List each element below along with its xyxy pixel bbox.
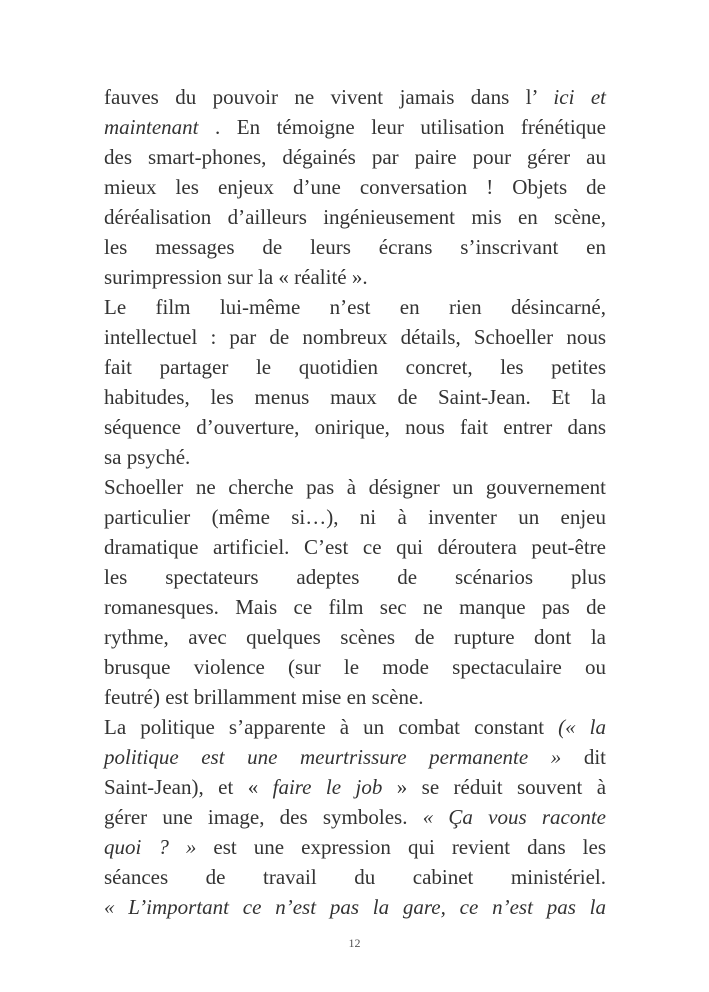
text-run: rythme, avec quelques scènes de rupture dont la <box>104 625 606 649</box>
text-run: surimpression sur la « réalité ». <box>104 265 368 289</box>
text-run: feutré) est brillamment mise en scène. <box>104 685 424 709</box>
text-line <box>104 442 606 472</box>
text-run: intellectuel : par de nombreux détails, Schoeller nous <box>104 325 606 349</box>
text-line <box>104 472 606 502</box>
text-run: Le film lui-même n’est en rien désincarné, <box>104 295 606 319</box>
text-run: » se réduit souvent à <box>382 775 607 799</box>
text-line <box>104 652 606 682</box>
text-run: gérer une image, des symboles. <box>104 805 423 829</box>
text-line <box>104 592 606 622</box>
text-run: séances de travail du cabinet ministériel. <box>104 865 606 889</box>
text-line <box>104 82 606 112</box>
text-line <box>104 562 606 592</box>
text-run: . En témoigne leur utilisation frénétique <box>198 115 606 139</box>
italic-text: « Ça vous raconte <box>422 805 606 829</box>
text-run: déréalisation d’ailleurs ingénieusement mis en scène, <box>104 205 606 229</box>
text-line <box>104 712 606 742</box>
text-line <box>104 232 606 262</box>
text-line <box>104 802 606 832</box>
text-run: Saint-Jean), et « <box>104 775 273 799</box>
text-line <box>104 772 606 802</box>
italic-text: politique est une meurtrissure permanente » <box>104 745 562 769</box>
text-line <box>104 412 606 442</box>
text-run: les spectateurs adeptes de scénarios plus <box>104 565 606 589</box>
italic-text: maintenant <box>104 115 199 139</box>
document-body <box>104 82 606 922</box>
italic-text: quoi ? » <box>104 835 197 859</box>
text-line <box>104 742 606 772</box>
text-run: romanesques. Mais ce film sec ne manque pas de <box>104 595 606 619</box>
text-line <box>104 502 606 532</box>
text-line <box>104 172 606 202</box>
italic-text: ici et <box>553 85 606 109</box>
text-line <box>104 832 606 862</box>
text-run: habitudes, les menus maux de Saint-Jean. Et la <box>104 385 606 409</box>
italic-text: (« la <box>558 715 606 739</box>
text-line <box>104 622 606 652</box>
text-line <box>104 202 606 232</box>
text-run: séquence d’ouverture, onirique, nous fait entrer dans <box>104 415 606 439</box>
text-run: les messages de leurs écrans s’inscrivant en <box>104 235 606 259</box>
text-run: des smart-phones, dégainés par paire pour gérer au <box>104 145 606 169</box>
text-line <box>104 892 606 922</box>
text-run: dramatique artificiel. C’est ce qui déroutera peut-être <box>104 535 606 559</box>
text-line <box>104 352 606 382</box>
text-line <box>104 532 606 562</box>
text-line <box>104 862 606 892</box>
italic-text: « L’important ce n’est pas la gare, ce n’est pas la <box>104 895 606 919</box>
text-run: Schoeller ne cherche pas à désigner un gouvernement <box>104 475 606 499</box>
text-run: fait partager le quotidien concret, les petites <box>104 355 606 379</box>
text-run: dit <box>561 745 606 769</box>
text-run: brusque violence (sur le mode spectaculaire ou <box>104 655 606 679</box>
italic-text: faire le job <box>272 775 383 799</box>
text-line <box>104 322 606 352</box>
page-number: 12 <box>348 936 361 950</box>
text-run: fauves du pouvoir ne vivent jamais dans l’ <box>104 85 554 109</box>
text-line <box>104 112 606 142</box>
text-run: particulier (même si…), ni à inventer un enjeu <box>104 505 606 529</box>
text-run: est une expression qui revient dans les <box>196 835 606 859</box>
text-run: mieux les enjeux d’une conversation ! Objets de <box>104 175 606 199</box>
text-line <box>104 382 606 412</box>
text-run: sa psyché. <box>104 445 191 469</box>
text-run: La politique s’apparente à un combat constant <box>104 715 559 739</box>
text-line <box>104 292 606 322</box>
text-line <box>104 142 606 172</box>
text-line <box>104 682 606 712</box>
text-line <box>104 262 606 292</box>
